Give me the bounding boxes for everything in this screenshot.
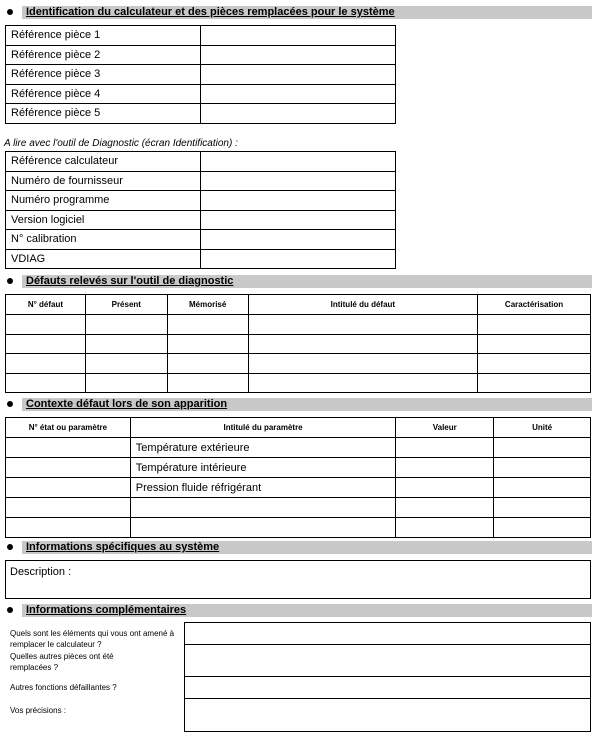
part-value-field[interactable]: [200, 26, 395, 46]
column-header: Valeur: [396, 418, 494, 438]
description-field[interactable]: [5, 560, 591, 599]
column-header: N° défaut: [6, 295, 86, 315]
table-cell[interactable]: [396, 498, 494, 518]
table-cell[interactable]: [396, 478, 494, 498]
table-cell[interactable]: [248, 315, 478, 335]
table-cell[interactable]: [130, 498, 396, 518]
part-label: Référence pièce 3: [6, 65, 201, 85]
diag-label: Numéro programme: [6, 191, 201, 211]
param-label: Température intérieure: [130, 458, 396, 478]
diag-value-field[interactable]: [200, 171, 395, 191]
table-cell[interactable]: [478, 315, 591, 335]
diagnostic-note: A lire avec l'outil de Diagnostic (écran Identification) :: [4, 138, 238, 149]
parts-table: [5, 25, 396, 124]
question-calculateur: Quels sont les éléments qui vous ont amené à remplacer le calculateur ?: [10, 629, 175, 649]
table-cell[interactable]: [6, 498, 131, 518]
table-cell[interactable]: [248, 334, 478, 354]
question-fonctions: Autres fonctions défaillantes ?: [10, 683, 117, 692]
table-row: [6, 518, 591, 538]
table-cell[interactable]: [494, 458, 591, 478]
table-row: [6, 438, 591, 458]
table-cell[interactable]: [494, 518, 591, 538]
column-header: Intitulé du paramètre: [130, 418, 396, 438]
param-label: Pression fluide réfrigérant: [130, 478, 396, 498]
bullet-icon: [7, 401, 13, 407]
table-cell[interactable]: [85, 373, 167, 393]
table-cell[interactable]: [85, 315, 167, 335]
column-header: Mémorisé: [167, 295, 248, 315]
column-header: Unité: [494, 418, 591, 438]
table-cell[interactable]: [6, 478, 131, 498]
question-precisions: Vos précisions :: [10, 706, 67, 715]
table-row: [6, 152, 396, 172]
description-label: Description :: [10, 566, 72, 578]
table-row: [6, 334, 591, 354]
answer-calculateur-field[interactable]: [184, 622, 591, 645]
table-cell[interactable]: [396, 518, 494, 538]
table-row: [6, 458, 591, 478]
table-row: [6, 26, 396, 46]
table-cell[interactable]: [478, 334, 591, 354]
column-header: Présent: [85, 295, 167, 315]
part-value-field[interactable]: [200, 65, 395, 85]
bullet-icon: [7, 278, 13, 284]
table-cell[interactable]: [85, 354, 167, 374]
table-cell[interactable]: [167, 334, 248, 354]
part-value-field[interactable]: [200, 84, 395, 104]
table-row: [6, 84, 396, 104]
bullet-icon: [7, 607, 13, 613]
param-label: Température extérieure: [130, 438, 396, 458]
section-title-identification: Identification du calculateur et des pièces remplacées pour le système: [26, 6, 395, 18]
diagnostic-id-table: [5, 151, 396, 269]
diag-label: VDIAG: [6, 249, 201, 269]
section-title-contexte: Contexte défaut lors de son apparition: [26, 398, 228, 410]
table-cell[interactable]: [6, 458, 131, 478]
table-cell[interactable]: [494, 498, 591, 518]
table-cell[interactable]: [248, 373, 478, 393]
table-cell[interactable]: [248, 354, 478, 374]
table-cell[interactable]: [494, 438, 591, 458]
bullet-icon: [7, 9, 13, 15]
table-row: [6, 65, 396, 85]
table-cell[interactable]: [6, 518, 131, 538]
part-label: Référence pièce 1: [6, 26, 201, 46]
table-row: [6, 478, 591, 498]
table-cell[interactable]: [167, 354, 248, 374]
faults-table: [5, 294, 591, 393]
table-row: [6, 191, 396, 211]
table-cell[interactable]: [396, 458, 494, 478]
answer-pieces-field[interactable]: [184, 644, 591, 677]
table-cell[interactable]: [6, 438, 131, 458]
table-cell[interactable]: [167, 315, 248, 335]
table-cell[interactable]: [130, 518, 396, 538]
answer-precisions-field[interactable]: [184, 698, 591, 732]
table-cell[interactable]: [6, 315, 86, 335]
part-label: Référence pièce 5: [6, 104, 201, 124]
column-header: Intitulé du défaut: [248, 295, 478, 315]
table-cell[interactable]: [6, 373, 86, 393]
table-cell[interactable]: [478, 373, 591, 393]
part-label: Référence pièce 2: [6, 45, 201, 65]
bullet-icon: [7, 544, 13, 550]
table-cell[interactable]: [478, 354, 591, 374]
diag-label: Référence calculateur: [6, 152, 201, 172]
diag-value-field[interactable]: [200, 152, 395, 172]
table-row: [6, 230, 396, 250]
table-cell[interactable]: [396, 438, 494, 458]
table-row: [6, 373, 591, 393]
diag-label: Version logiciel: [6, 210, 201, 230]
table-row: [6, 315, 591, 335]
table-row: [6, 354, 591, 374]
diag-label: Numéro de fournisseur: [6, 171, 201, 191]
table-row: [6, 104, 396, 124]
table-row: [6, 45, 396, 65]
table-cell[interactable]: [167, 373, 248, 393]
table-row: [6, 210, 396, 230]
part-value-field[interactable]: [200, 45, 395, 65]
diag-value-field[interactable]: [200, 191, 395, 211]
table-row: [6, 171, 396, 191]
table-row: [6, 249, 396, 269]
part-label: Référence pièce 4: [6, 84, 201, 104]
table-header-row: [6, 418, 591, 438]
question-pieces: Quelles autres pièces ont été remplacées ?: [10, 652, 114, 672]
diag-label: N° calibration: [6, 230, 201, 250]
table-header-row: [6, 295, 591, 315]
diag-value-field[interactable]: [200, 249, 395, 269]
section-title-defauts: Défauts relevés sur l'outil de diagnostic: [26, 275, 234, 287]
diag-value-field[interactable]: [200, 210, 395, 230]
section-title-complementaires: Informations complémentaires: [26, 604, 187, 616]
column-header: Caractérisation: [478, 295, 591, 315]
context-table: [5, 417, 591, 538]
answer-fonctions-field[interactable]: [184, 676, 591, 699]
diag-value-field[interactable]: [200, 230, 395, 250]
table-cell[interactable]: [85, 334, 167, 354]
table-cell[interactable]: [6, 354, 86, 374]
table-cell[interactable]: [6, 334, 86, 354]
column-header: N° état ou paramètre: [6, 418, 131, 438]
part-value-field[interactable]: [200, 104, 395, 124]
table-row: [6, 498, 591, 518]
section-title-specifiques: Informations spécifiques au système: [26, 541, 220, 553]
table-cell[interactable]: [494, 478, 591, 498]
